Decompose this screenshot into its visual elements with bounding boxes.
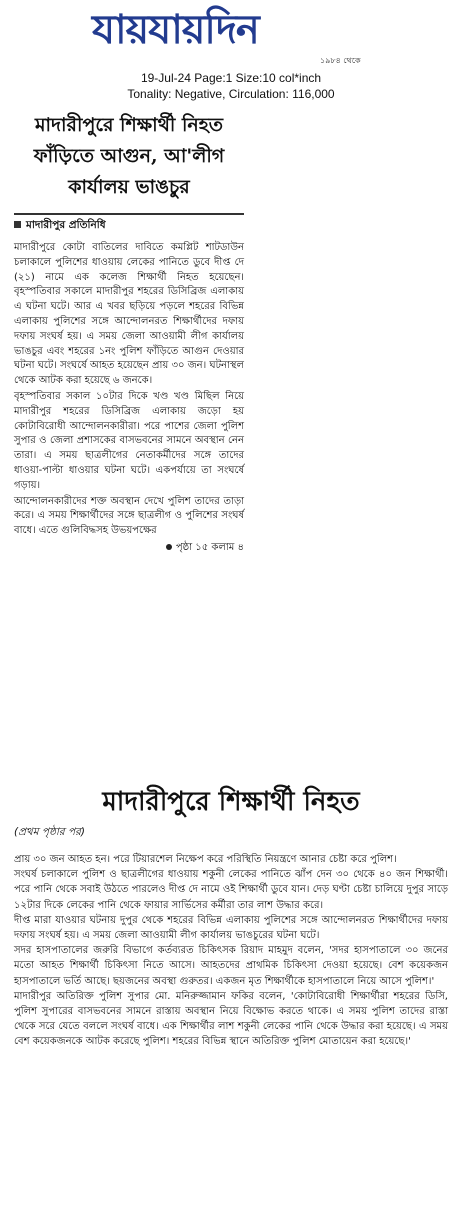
- byline-text: মাদারীপুর প্রতিনিধি: [26, 219, 106, 231]
- masthead: [0, 0, 462, 70]
- paragraph: বৃহস্পতিবার সকাল ১০টার দিকে খণ্ড খণ্ড মিছিল নিয়ে মাদারীপুর শহরের ডিসিব্রিজ এলাকায় জড়ো হয় কোটাবিরোধী আন্দোলনকারীরা। পরে পাশের জেলা পুলিশ সুপার ও জেলা প্রশাসকের বাসভবনের সামনে অবস্থান নেন তারা। এ সময় ছাত্রলীগের নেতাকর্মীদের সঙ্গে তাদের ধাওয়া-পাল্টা ধাওয়ার ঘটনা ঘটে। একপর্যায়ে তা সংঘর্ষে গড়ায়।: [14, 390, 244, 491]
- continuation-headline: মাদারীপুরে শিক্ষার্থী নিহত: [102, 787, 360, 817]
- paragraph: মাদারীপুরে কোটা বাতিলের দাবিতে কমপ্লিট শাটডাউন চলাকালে পুলিশের ধাওয়ায় লেকের পানিতে ডুবে দীপ্ত দে (২১) নামে এক কলেজ শিক্ষার্থী নিহত হয়েছেন। বৃহস্পতিবার সকালে মাদারীপুর শহরের ডিসিব্রিজ এলাকায় এ ঘটনা ঘটে। আর এ খবর ছড়িয়ে পড়লে শহরের বিভিন্ন এলাকায় পুলিশের সঙ্গে আন্দোলনরত শিক্ষার্থীদের দফায় দফায় সংঘর্ষ হয়। এ সময় জেলা আওয়ামী লীগ কার্যালয় ভাঙচুর এবং শহরের ১নং পুলিশ ফাঁড়িতে আগুন দেওয়ার ঘটনা ঘটে। সংঘর্ষে আহত হয়েছেন প্রায় ৩০ জন। ঘটনাস্থল থেকে আটক করা হয়েছে ৬ জনকে।: [14, 242, 244, 387]
- bullet-icon: [166, 544, 172, 550]
- paragraph: সদর হাসপাতালের জরুরি বিভাগে কর্তব্যরত চিকিৎসক রিয়াদ মাহমুদ বলেন, 'সদর হাসপাতালে ৩০ জনের মতো আহত শিক্ষার্থী চিকিৎসা নিতে আসে। আহতদের প্রাথমিক চিকিৎসা দেওয়া হয়েছে। বেশ কয়েকজন হাসপাতালে ভর্তি আছে। ছয়জনের অবস্থা গুরুতর। একজন মৃত শিক্ষার্থীকে হাসপাতালে নিয়ে আসে পুলিশ।': [14, 945, 448, 987]
- square-bullet-icon: [14, 221, 21, 228]
- clip-meta-date-page: 19-Jul-24 Page:1 Size:10 col*inch: [140, 71, 322, 85]
- article-headline: [14, 110, 244, 203]
- jump-text: পৃষ্ঠা ১৫ কলাম ৪: [175, 541, 244, 553]
- headline-line: কার্যালয় ভাঙচুর: [68, 176, 190, 198]
- paragraph: দীপ্ত মারা যাওয়ার ঘটনায় দুপুর থেকে শহরের বিভিন্ন এলাকায় পুলিশের সঙ্গে আন্দোলনরত শিক্ষার্থীদের দফায় দফায় সংঘর্ষ হয়। এ সময় জেলা আওয়ামী লীগ কার্যালয় ভাঙচুরের ঘটনা ঘটে।: [14, 914, 448, 942]
- newspaper-logo: যায়যায়দিন: [92, 6, 259, 53]
- byline: [14, 213, 244, 235]
- logo-tagline: ১৯৮৪ থেকে: [320, 56, 361, 65]
- continued-on: [14, 540, 244, 557]
- paragraph: প্রায় ৩০ জন আহত হন। পরে টিয়ারশেল নিক্ষেপ করে পরিস্থিতি নিয়ন্ত্রণে আনার চেষ্টা করে পুলিশ।: [14, 854, 397, 865]
- headline-line: ফাঁড়িতে আগুন, আ'লীগ: [33, 145, 225, 167]
- continued-from: (প্রথম পৃষ্ঠার পর): [14, 826, 86, 838]
- article-continuation: [14, 780, 448, 1200]
- paragraph: সংঘর্ষ চলাকালে পুলিশ ও ছাত্রলীগের ধাওয়ায় শকুনী লেকের পানিতে ঝাঁপ দেন ৩০ থেকে ৪০ জন শিক্ষার্থী। পরে পানি থেকে সবাই উঠতে পারলেও দীপ্ত দে নামে ওই শিক্ষার্থী ডুবে যান। দেড় ঘণ্টা চেষ্টা চালিয়ে দুপুর সাড়ে ১২টার দিকে লেকের পানি থেকে ফায়ার সার্ভিসের কর্মীরা তার লাশ উদ্ধার করে।: [14, 869, 448, 911]
- paragraph: মাদারীপুর অতিরিক্ত পুলিশ সুপার মো. মনিরুজ্জামান ফকির বলেন, 'কোটাবিরোধী শিক্ষার্থীরা শহরের ডিসি, পুলিশ সুপারের বাসভবনের সামনে রাস্তায় অবস্থান নিয়ে বিক্ষোভ করতে থাকে। এ সময় পুলিশ তাদের রাস্তা থেকে সরে যেতে বললে সংঘর্ষ বাধে। এক শিক্ষার্থীর লাশ শকুনী লেকের পানি থেকে উদ্ধার করা হয়েছে। এ সময় বেশ কয়েকজনকে আটক করেছে পুলিশ। শহরের বিভিন্ন স্থানে অতিরিক্ত পুলিশ মোতায়েন করা হয়েছে।': [14, 990, 448, 1048]
- headline-line: মাদারীপুরে শিক্ষার্থী নিহত: [35, 114, 223, 136]
- paragraph: আন্দোলনকারীদের শক্ত অবস্থান দেখে পুলিশ তাদের তাড়া করে। এ সময় শিক্ষার্থীদের সঙ্গে ছাত্রলীগ ও পুলিশের সংঘর্ষ বাধে। এতে গুলিবিদ্ধসহ উভয়পক্ষের: [14, 495, 244, 537]
- clip-meta-tonality: Tonality: Negative, Circulation: 116,000: [127, 87, 335, 101]
- article-body: [14, 241, 244, 539]
- article-front-page: [14, 108, 244, 758]
- continuation-body: [14, 852, 448, 1050]
